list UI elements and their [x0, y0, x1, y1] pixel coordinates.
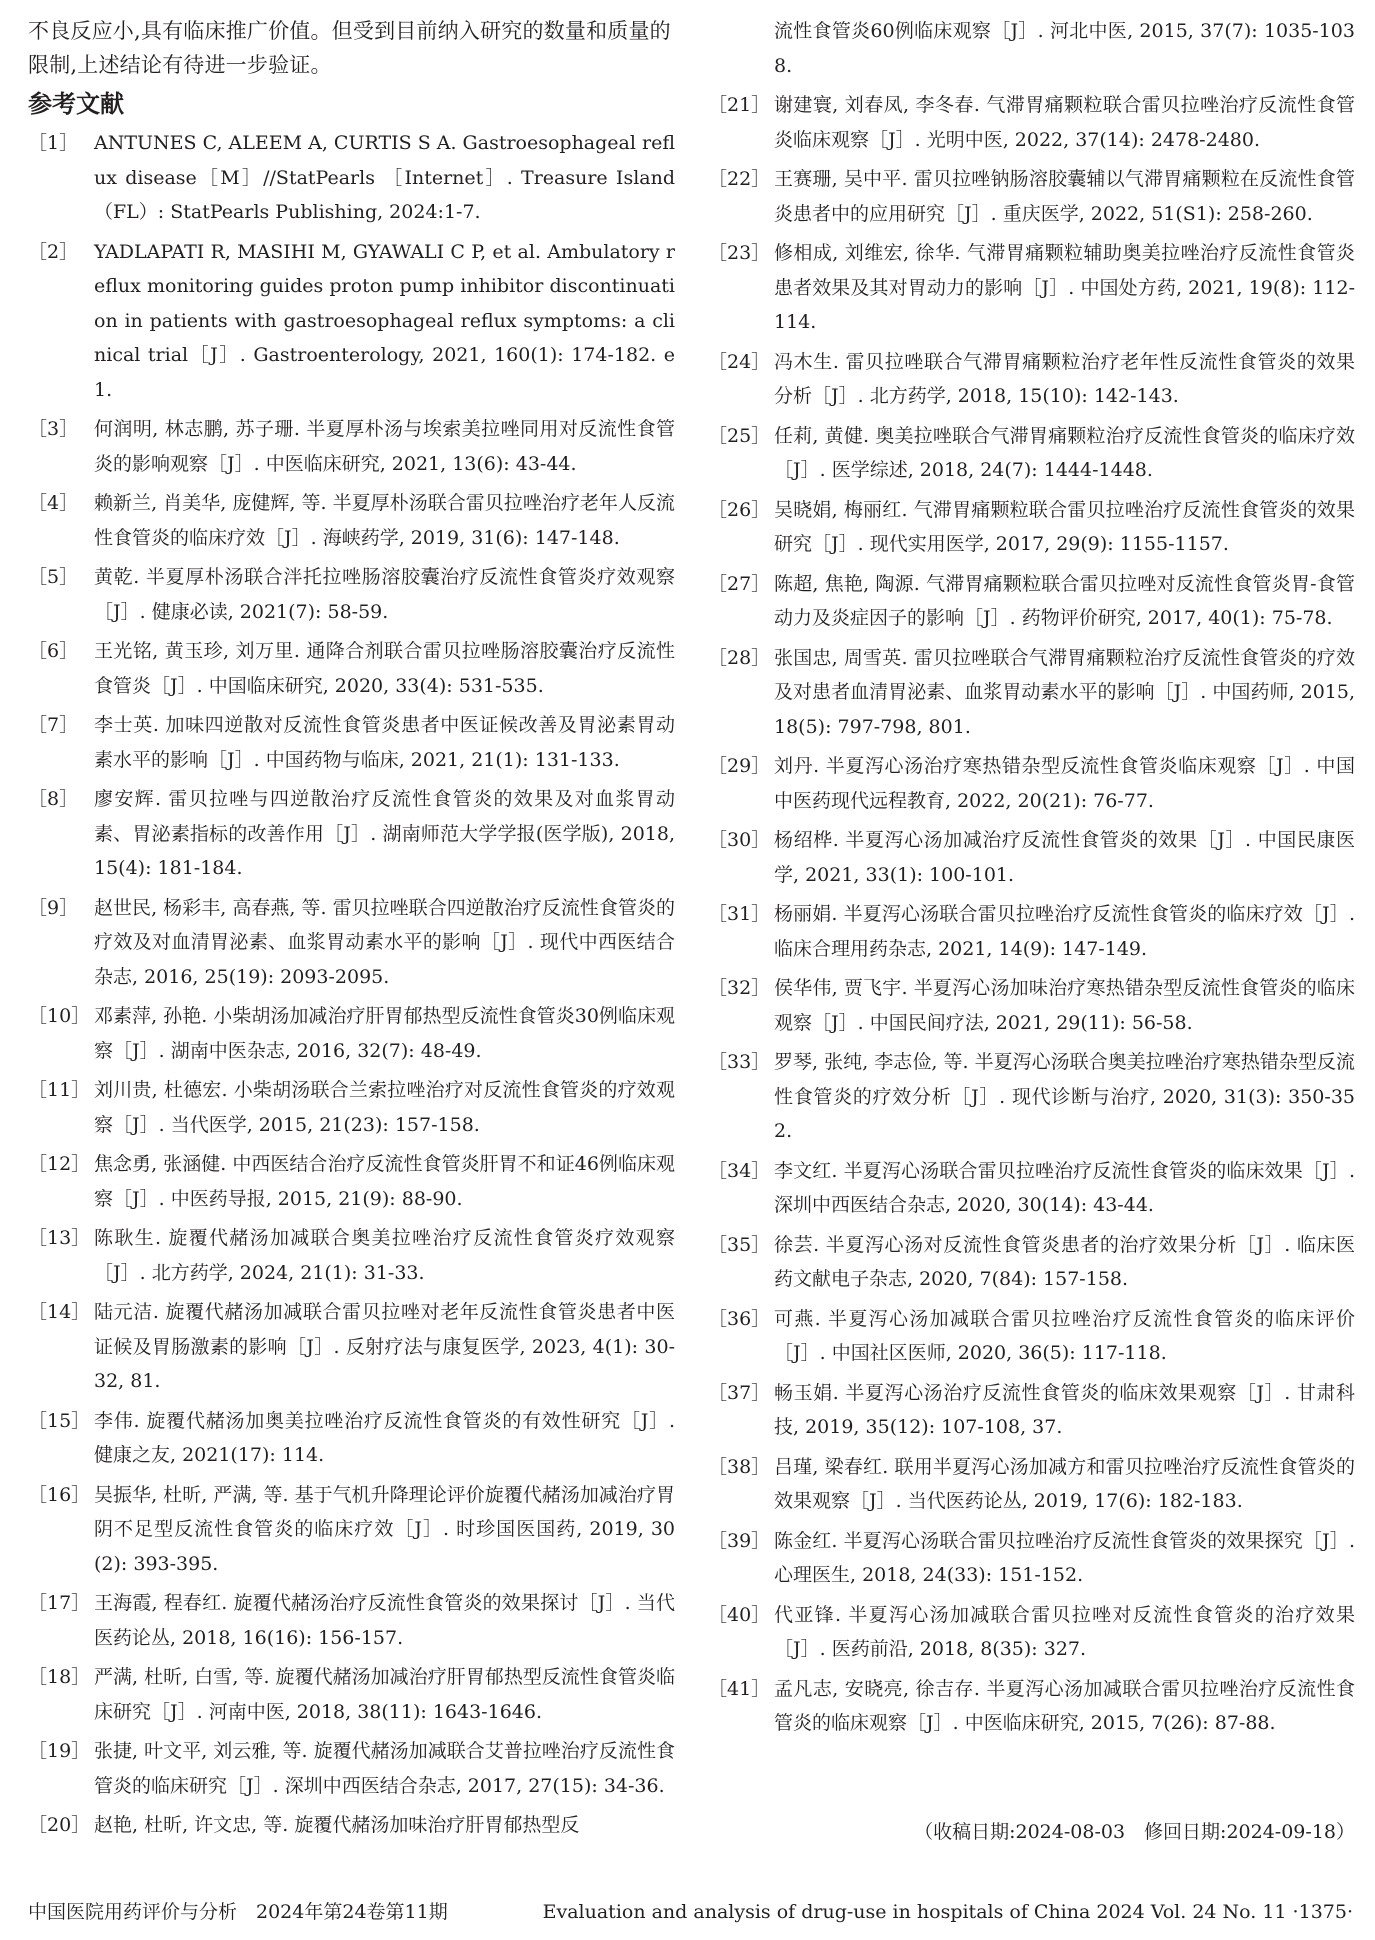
- reference-number: ［29］: [708, 755, 771, 777]
- reference-list-right: [708, 14, 1355, 1741]
- reference-number: ［3］: [28, 418, 79, 440]
- reference-number: ［28］: [708, 646, 771, 669]
- reference-item: [708, 1598, 1355, 1667]
- reference-number: ［1］: [28, 132, 79, 154]
- reference-text: 刘川贵, 杜德宏. 小柴胡汤联合兰索拉唑治疗对反流性食管炎的疗效观察［J］. 当代医学, 2015, 21(23): 157-158.: [94, 1079, 675, 1136]
- reference-text: 王光铭, 黄玉珍, 刘万里. 通降合剂联合雷贝拉唑肠溶胶囊治疗反流性食管炎［J］. 中国临床研究, 2020, 33(4): 531-535.: [94, 640, 675, 697]
- reference-number: ［21］: [708, 94, 771, 116]
- journal-footer-cn: 中国医院用药评价与分析 2024年第24卷第11期: [28, 1901, 448, 1923]
- reference-item: [28, 126, 675, 230]
- reference-text: 何润明, 林志鹏, 苏子珊. 半夏厚朴汤与埃索美拉唑同用对反流性食管炎的影响观察［J］. 中医临床研究, 2021, 13(6): 43-44.: [94, 418, 675, 475]
- reference-text: 赵艳, 杜昕, 许文忠, 等. 旋覆代赭汤加味治疗肝胃郁热型反: [94, 1814, 580, 1836]
- reference-text: 孟凡志, 安晓亮, 徐吉存. 半夏泻心汤加减联合雷贝拉唑治疗反流性食管炎的临床观察［J］. 中医临床研究, 2015, 7(26): 87-88.: [774, 1677, 1355, 1734]
- reference-text: 王海霞, 程春红. 旋覆代赭汤治疗反流性食管炎的效果探讨［J］. 当代医药论丛, 2018, 16(16): 156-157.: [94, 1592, 675, 1649]
- reference-number: ［23］: [708, 242, 771, 264]
- reference-item: [708, 1376, 1355, 1445]
- reference-text: 李士英. 加味四逆散对反流性食管炎患者中医证候改善及胃泌素胃动素水平的影响［J］. 中国药物与临床, 2021, 21(1): 131-133.: [94, 714, 675, 771]
- reference-number: ［16］: [28, 1483, 91, 1506]
- reference-item: [708, 823, 1355, 892]
- reference-item: [708, 419, 1355, 488]
- reference-number: ［8］: [28, 788, 79, 810]
- reference-item: [28, 1073, 675, 1142]
- reference-item: [28, 1808, 675, 1843]
- reference-item: [708, 1524, 1355, 1593]
- reference-item: [708, 1450, 1355, 1519]
- reference-number: ［26］: [708, 498, 771, 521]
- reference-text: 吴振华, 杜昕, 严满, 等. 基于气机升降理论评价旋覆代赭汤加减治疗胃阴不足型反流性食管炎的临床疗效［J］. 时珍国医国药, 2019, 30(2): 393-395.: [94, 1483, 675, 1575]
- reference-text: 冯木生. 雷贝拉唑联合气滞胃痛颗粒治疗老年性反流性食管炎的效果分析［J］. 北方药学, 2018, 15(10): 142-143.: [774, 350, 1355, 407]
- reference-number: ［12］: [28, 1153, 91, 1175]
- reference-number: ［14］: [28, 1301, 91, 1323]
- reference-item: [708, 1228, 1355, 1297]
- reference-number: ［5］: [28, 566, 79, 588]
- reference-item: [28, 1295, 675, 1399]
- reference-text: 陈金红. 半夏泻心汤联合雷贝拉唑治疗反流性食管炎的效果探究［J］. 心理医生, 2018, 24(33): 151-152.: [774, 1529, 1355, 1586]
- reference-text: 吴晓娟, 梅丽红. 气滞胃痛颗粒联合雷贝拉唑治疗反流性食管炎的效果研究［J］. 现代实用医学, 2017, 29(9): 1155-1157.: [774, 498, 1355, 555]
- reference-item: [708, 1302, 1355, 1371]
- reference-text: 代亚锋. 半夏泻心汤加减联合雷贝拉唑对反流性食管炎的治疗效果［J］. 医药前沿, 2018, 8(35): 327.: [774, 1603, 1355, 1660]
- reference-number: ［39］: [708, 1529, 771, 1552]
- reference-item: [708, 493, 1355, 562]
- reference-text: 陈耿生. 旋覆代赭汤加减联合奥美拉唑治疗反流性食管炎疗效观察［J］. 北方药学, 2024, 21(1): 31-33.: [94, 1227, 675, 1284]
- reference-text: 邓素萍, 孙艳. 小柴胡汤加减治疗肝胃郁热型反流性食管炎30例临床观察［J］. 湖南中医杂志, 2016, 32(7): 48-49.: [94, 1005, 675, 1062]
- reference-item: [28, 782, 675, 886]
- reference-number: ［27］: [708, 572, 771, 595]
- reference-item: [28, 634, 675, 703]
- reference-number: ［4］: [28, 492, 79, 514]
- reference-item: [28, 1147, 675, 1216]
- reference-text: ANTUNES C, ALEEM A, CURTIS S A. Gastroesophageal reflux disease［M］//StatPearls ［Internet］. Treasure Island （FL）: StatPearls Publishing, 2024:1-7.: [94, 132, 675, 223]
- reference-number: ［36］: [708, 1307, 771, 1330]
- reference-number: ［32］: [708, 977, 771, 999]
- reference-number: ［13］: [28, 1227, 91, 1249]
- reference-item: [708, 236, 1355, 340]
- reference-number: ［20］: [28, 1814, 91, 1836]
- reference-text: 侯华伟, 贾飞宇. 半夏泻心汤加味治疗寒热错杂型反流性食管炎的临床观察［J］. 中国民间疗法, 2021, 29(11): 56-58.: [774, 977, 1355, 1034]
- reference-text: 张捷, 叶文平, 刘云雅, 等. 旋覆代赭汤加减联合艾普拉唑治疗反流性食管炎的临床研究［J］. 深圳中西医结合杂志, 2017, 27(15): 34-36.: [94, 1740, 675, 1797]
- reference-number: ［2］: [28, 240, 79, 263]
- reference-text: 吕瑾, 梁春红. 联用半夏泻心汤加减方和雷贝拉唑治疗反流性食管炎的效果观察［J］. 当代医药论丛, 2019, 17(6): 182-183.: [774, 1455, 1355, 1512]
- reference-text: 陆元洁. 旋覆代赭汤加减联合雷贝拉唑对老年反流性食管炎患者中医证候及胃肠激素的影响［J］. 反射疗法与康复医学, 2023, 4(1): 30-32, 81.: [94, 1301, 675, 1392]
- reference-item: [708, 567, 1355, 636]
- reference-number: ［30］: [708, 829, 771, 851]
- reference-number: [708, 14, 774, 83]
- reference-text: 畅玉娟. 半夏泻心汤治疗反流性食管炎的临床效果观察［J］. 甘肃科技, 2019, 35(12): 107-108, 37.: [774, 1381, 1355, 1438]
- references-heading: 参考文献: [28, 90, 124, 118]
- reference-list-left: [28, 126, 675, 1843]
- reference-item: [708, 749, 1355, 818]
- reference-item: [28, 1586, 675, 1655]
- reference-number: ［22］: [708, 168, 771, 190]
- right-column: [708, 14, 1355, 1746]
- reference-item: [708, 897, 1355, 966]
- reference-item: [28, 708, 675, 777]
- reference-item: [708, 162, 1355, 231]
- reference-item: [28, 1660, 675, 1729]
- reference-number: ［15］: [28, 1409, 91, 1432]
- reference-text: 徐芸. 半夏泻心汤对反流性食管炎患者的治疗效果分析［J］. 临床医药文献电子杂志, 2020, 7(84): 157-158.: [774, 1233, 1355, 1290]
- reference-number: ［6］: [28, 640, 79, 662]
- reference-number: ［17］: [28, 1592, 91, 1614]
- reference-item: [708, 1672, 1355, 1741]
- reference-text: 廖安辉. 雷贝拉唑与四逆散治疗反流性食管炎的效果及对血浆胃动素、胃泌素指标的改善作用［J］. 湖南师范大学学报(医学版), 2018, 15(4): 181-184.: [94, 788, 675, 879]
- reference-number: ［7］: [28, 714, 79, 736]
- reference-number: ［25］: [708, 424, 771, 447]
- reference-text: 焦念勇, 张涵健. 中西医结合治疗反流性食管炎肝胃不和证46例临床观察［J］. 中医药导报, 2015, 21(9): 88-90.: [94, 1153, 675, 1210]
- reference-item: [28, 1404, 675, 1473]
- reference-number: ［24］: [708, 350, 771, 373]
- reference-item: [708, 971, 1355, 1040]
- reference-item: [708, 14, 1355, 83]
- reference-item: [708, 641, 1355, 745]
- intro-paragraph: 不良反应小,具有临床推广价值。但受到目前纳入研究的数量和质量的限制,上述结论有待进一步验证。: [28, 19, 671, 77]
- reference-item: [28, 235, 675, 408]
- reference-number: ［37］: [708, 1381, 771, 1404]
- reference-item: [28, 560, 675, 629]
- reference-text: 张国忠, 周雪英. 雷贝拉唑联合气滞胃痛颗粒治疗反流性食管炎的疗效及对患者血清胃泌素、血浆胃动素水平的影响［J］. 中国药师, 2015, 18(5): 797-798, 801.: [774, 646, 1355, 738]
- reference-number: ［33］: [708, 1051, 771, 1073]
- reference-number: ［41］: [708, 1677, 771, 1700]
- reference-item: [28, 1734, 675, 1803]
- reference-text: 李文红. 半夏泻心汤联合雷贝拉唑治疗反流性食管炎的临床效果［J］. 深圳中西医结合杂志, 2020, 30(14): 43-44.: [774, 1159, 1355, 1216]
- reference-item: [28, 1478, 675, 1582]
- reference-item: [708, 345, 1355, 414]
- reference-item: [28, 486, 675, 555]
- reference-text: 杨绍桦. 半夏泻心汤加减治疗反流性食管炎的效果［J］. 中国民康医学, 2021, 33(1): 100-101.: [774, 829, 1355, 886]
- reference-text: 王赛珊, 吴中平. 雷贝拉唑钠肠溶胶囊辅以气滞胃痛颗粒在反流性食管炎患者中的应用研究［J］. 重庆医学, 2022, 51(S1): 258-260.: [774, 168, 1355, 225]
- reference-text: 罗琴, 张纯, 李志俭, 等. 半夏泻心汤联合奥美拉唑治疗寒热错杂型反流性食管炎的疗效分析［J］. 现代诊断与治疗, 2020, 31(3): 350-352.: [774, 1051, 1355, 1142]
- reference-item: [708, 88, 1355, 157]
- reference-item: [708, 1154, 1355, 1223]
- reference-number: ［31］: [708, 903, 771, 925]
- left-column: [28, 14, 675, 1848]
- reference-text: YADLAPATI R, MASIHI M, GYAWALI C P, et al. Ambulatory reflux monitoring guides proton pump inhibitor discontinuation in patients with gastroesophageal reflux symptoms: a clinical trial［J］. Gastroenterology, 2021, 160(1): 174-182. e1.: [94, 240, 675, 401]
- reference-item: [28, 999, 675, 1068]
- reference-text: 修相成, 刘维宏, 徐华. 气滞胃痛颗粒辅助奥美拉唑治疗反流性食管炎患者效果及其对胃动力的影响［J］. 中国处方药, 2021, 19(8): 112-114.: [774, 242, 1355, 333]
- reference-text: 任莉, 黄健. 奥美拉唑联合气滞胃痛颗粒治疗反流性食管炎的临床疗效［J］. 医学综述, 2018, 24(7): 1444-1448.: [774, 424, 1355, 481]
- reference-text: 可燕. 半夏泻心汤加减联合雷贝拉唑治疗反流性食管炎的临床评价［J］. 中国社区医师, 2020, 36(5): 117-118.: [774, 1307, 1355, 1364]
- reference-number: ［40］: [708, 1603, 771, 1626]
- reference-text: 赖新兰, 肖美华, 庞健辉, 等. 半夏厚朴汤联合雷贝拉唑治疗老年人反流性食管炎的临床疗效［J］. 海峡药学, 2019, 31(6): 147-148.: [94, 492, 675, 549]
- reference-text: 谢建寰, 刘春凤, 李冬春. 气滞胃痛颗粒联合雷贝拉唑治疗反流性食管炎临床观察［J］. 光明中医, 2022, 37(14): 2478-2480.: [774, 94, 1355, 151]
- reference-number: ［35］: [708, 1233, 771, 1256]
- reference-number: ［10］: [28, 1005, 91, 1027]
- reference-number: ［19］: [28, 1740, 91, 1762]
- reference-number: ［18］: [28, 1666, 91, 1688]
- reference-text: 黄乾. 半夏厚朴汤联合泮托拉唑肠溶胶囊治疗反流性食管炎疗效观察［J］. 健康必读, 2021(7): 58-59.: [94, 566, 675, 623]
- reference-item: [28, 1221, 675, 1290]
- reference-text: 李伟. 旋覆代赭汤加奥美拉唑治疗反流性食管炎的有效性研究［J］. 健康之友, 2021(17): 114.: [94, 1409, 675, 1466]
- reference-text: 杨丽娟. 半夏泻心汤联合雷贝拉唑治疗反流性食管炎的临床疗效［J］. 临床合理用药杂志, 2021, 14(9): 147-149.: [774, 903, 1355, 960]
- reference-text: 刘丹. 半夏泻心汤治疗寒热错杂型反流性食管炎临床观察［J］. 中国中医药现代远程教育, 2022, 20(21): 76-77.: [774, 755, 1355, 812]
- reference-item: [28, 412, 675, 481]
- received-revised-dates: （收稿日期:2024-08-03 修回日期:2024-09-18）: [914, 1821, 1355, 1843]
- reference-number: ［11］: [28, 1079, 91, 1101]
- reference-text: 严满, 杜昕, 白雪, 等. 旋覆代赭汤加减治疗肝胃郁热型反流性食管炎临床研究［J］. 河南中医, 2018, 38(11): 1643-1646.: [94, 1666, 675, 1723]
- reference-number: ［34］: [708, 1159, 771, 1182]
- journal-footer-en: Evaluation and analysis of drug-use in hospitals of China 2024 Vol. 24 No. 11 ·1375·: [542, 1901, 1353, 1923]
- reference-number: ［38］: [708, 1455, 771, 1478]
- reference-text: 赵世民, 杨彩丰, 高春燕, 等. 雷贝拉唑联合四逆散治疗反流性食管炎的疗效及对血清胃泌素、血浆胃动素水平的影响［J］. 现代中西医结合杂志, 2016, 25(19): 2093-2095.: [94, 896, 675, 988]
- reference-text: 流性食管炎60例临床观察［J］. 河北中医, 2015, 37(7): 1035-1038.: [774, 20, 1355, 77]
- reference-number: ［9］: [28, 896, 79, 919]
- reference-item: [708, 1045, 1355, 1149]
- reference-text: 陈超, 焦艳, 陶源. 气滞胃痛颗粒联合雷贝拉唑对反流性食管炎胃-食管动力及炎症因子的影响［J］. 药物评价研究, 2017, 40(1): 75-78.: [774, 572, 1355, 629]
- reference-item: [28, 891, 675, 995]
